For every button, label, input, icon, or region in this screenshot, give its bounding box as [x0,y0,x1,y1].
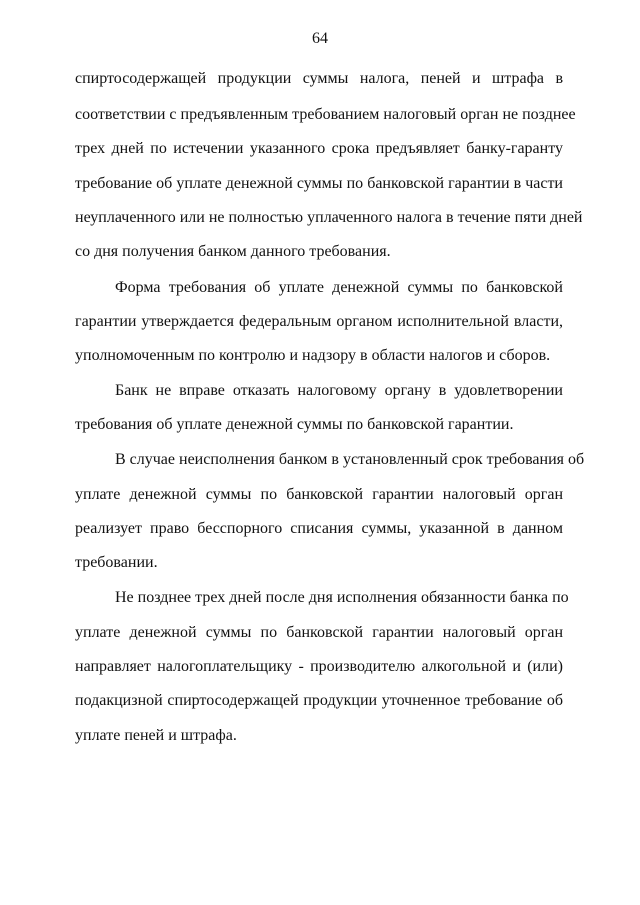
paragraph-4-line-4: требовании. [75,554,158,571]
paragraph-3-line-1: Банк не вправе отказать налоговому органу в удовлетворении [115,382,563,399]
paragraph-2-line-1: Форма требования об уплате денежной суммы по банковской [115,279,563,296]
paragraph-5-line-4: подакцизной спиртосодержащей продукции уточненное требование об [75,692,563,709]
paragraph-1-line-1: спиртосодержащей продукции суммы налога, пеней и штрафа в [75,70,563,87]
paragraph-5-line-1: Не позднее трех дней после дня исполнения обязанности банка по [115,589,569,606]
paragraph-1-line-2: соответствии с предъявленным требованием налоговый орган не позднее [75,106,576,123]
paragraph-2-line-3: уполномоченным по контролю и надзору в области налогов и сборов. [75,347,551,364]
paragraph-1-line-3: трех дней по истечении указанного срока предъявляет банку-гаранту [75,140,563,157]
paragraph-1-line-4: требование об уплате денежной суммы по банковской гарантии в части [75,175,563,192]
paragraph-4-line-3: реализует право бесспорного списания суммы, указанной в данном [75,520,563,537]
paragraph-5-line-2: уплате денежной суммы по банковской гарантии налоговый орган [75,624,563,641]
paragraph-5-line-3: направляет налогоплательщику - производителю алкогольной и (или) [75,658,563,675]
page-number: 64 [312,30,328,47]
paragraph-1-line-5: неуплаченного или не полностью уплаченного налога в течение пяти дней [75,209,583,226]
paragraph-4-line-2: уплате денежной суммы по банковской гарантии налоговый орган [75,486,563,503]
paragraph-2-line-2: гарантии утверждается федеральным органом исполнительной власти, [75,313,563,330]
paragraph-3-line-2: требования об уплате денежной суммы по банковской гарантии. [75,416,514,433]
paragraph-5-line-5: уплате пеней и штрафа. [75,727,237,744]
paragraph-4-line-1: В случае неисполнения банком в установленный срок требования об [115,451,585,468]
paragraph-1-line-6: со дня получения банком данного требования. [75,243,391,260]
